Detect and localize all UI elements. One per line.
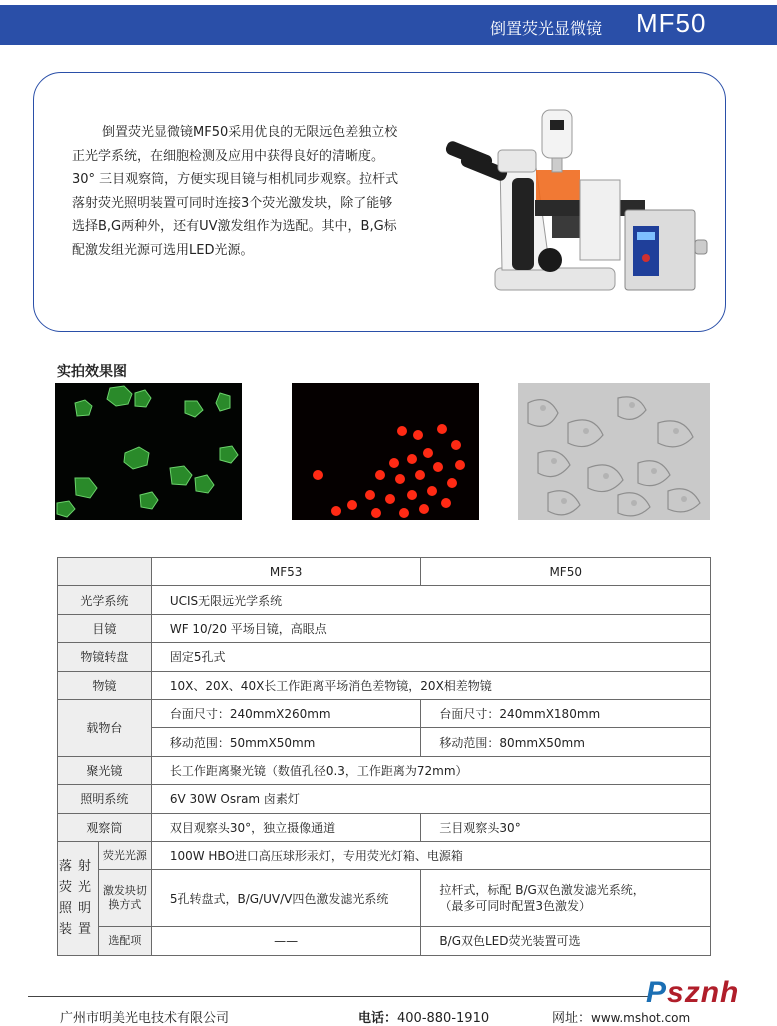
- table-row: [58, 671, 711, 699]
- cell-switch-mf50: [421, 870, 711, 927]
- table-row: [58, 756, 711, 784]
- row-label-epi-group: 落射荧光照明装置: [58, 841, 99, 955]
- header-subtitle: 倒置荧光显微镜: [490, 19, 603, 38]
- cell-stage-size-mf53: 台面尺寸：240mmX260mm: [151, 699, 421, 727]
- cell-objective: 10X、20X、40X长工作距离平场消色差物镜，20X相差物镜: [151, 671, 710, 699]
- table-row: [58, 870, 711, 927]
- row-label-objective: 物镜: [58, 671, 152, 699]
- watermark-p: P: [646, 976, 668, 1009]
- footer-divider: [28, 996, 648, 997]
- row-label-stage: 载物台: [58, 699, 152, 756]
- footer-website-label: 网址：: [552, 1011, 592, 1026]
- col-header-mf53: MF53: [151, 558, 421, 586]
- cell-option-mf50: B/G双色LED荧光装置可选: [421, 927, 711, 955]
- intro-text: 倒置荧光显微镜MF50采用优良的无限远色差独立校正光学系统，在细胞检测及应用中获得良好的清晰度。30° 三目观察筒，方便实现目镜与相机同步观察。拉杆式落射荧光照明装置可同时连接3个荧光激发块，除了能够选择B,G两种外，还有UV激发组作为选配。其中，B,G标配激发组光源可选用LED光源。: [72, 125, 399, 258]
- row-label-eyepiece: 目镜: [58, 614, 152, 642]
- row-label-tube: 观察筒: [58, 813, 152, 841]
- footer-phone: [358, 1007, 489, 1026]
- header-model: MF50: [636, 8, 707, 38]
- cell-optical: UCIS无限远光学系统: [151, 586, 710, 614]
- cell-tube-mf50: 三目观察头30°: [421, 813, 711, 841]
- col-header-mf50: MF50: [421, 558, 711, 586]
- row-label-condenser: 聚光镜: [58, 756, 152, 784]
- table-row: [58, 558, 711, 586]
- cell-stage-range-mf50: 移动范围：80mmX50mm: [421, 728, 711, 756]
- row-label-illumination: 照明系统: [58, 785, 152, 813]
- cell-turret: 固定5孔式: [151, 643, 710, 671]
- cell-tube-mf53: 双目观察头30°，独立摄像通道: [151, 813, 421, 841]
- photo-phase-contrast: [518, 383, 710, 520]
- row-label-switch: 激发块切换方式: [98, 870, 151, 927]
- product-image: [440, 100, 710, 300]
- table-row: [58, 728, 711, 756]
- table-row: [58, 586, 711, 614]
- gallery-title: 实拍效果图: [57, 364, 127, 380]
- table-row: [58, 614, 711, 642]
- cell-stage-size-mf50: 台面尺寸：240mmX180mm: [421, 699, 711, 727]
- photo-green-fluorescence: [55, 383, 242, 520]
- cell-illumination: 6V 30W Osram 卤素灯: [151, 785, 710, 813]
- spec-table: [57, 557, 711, 956]
- cell-condenser: 长工作距离聚光镜（数值孔径0.3，工作距离为72mm）: [151, 756, 710, 784]
- table-row: [58, 643, 711, 671]
- row-label-optical: 光学系统: [58, 586, 152, 614]
- cell-switch-mf50-line1: 拉杆式，标配 B/G双色激发滤光系统，: [439, 883, 645, 898]
- table-row: [58, 927, 711, 955]
- row-label-turret: 物镜转盘: [58, 643, 152, 671]
- row-label-source: 荧光光源: [98, 841, 151, 869]
- table-row: [58, 813, 711, 841]
- header-bar: [0, 5, 777, 45]
- table-row: [58, 699, 711, 727]
- cell-stage-range-mf53: 移动范围：50mmX50mm: [151, 728, 421, 756]
- cell-switch-mf53: 5孔转盘式，B/G/UV/V四色激发滤光系统: [151, 870, 421, 927]
- photo-red-fluorescence: [292, 383, 479, 520]
- watermark-logo: [646, 976, 739, 1010]
- watermark-rest: sznh: [667, 976, 740, 1009]
- footer-phone-label: 电话：: [358, 1011, 398, 1026]
- microscope-illustration: [440, 100, 710, 300]
- footer-phone-number: 400-880-1910: [397, 1011, 490, 1026]
- row-label-option: 选配项: [98, 927, 151, 955]
- cell-option-mf53: ——: [151, 927, 421, 955]
- table-corner: [58, 558, 152, 586]
- cell-eyepiece: WF 10/20 平场目镜，高眼点: [151, 614, 710, 642]
- footer-company: 广州市明美光电技术有限公司: [60, 1011, 230, 1026]
- table-row: [58, 785, 711, 813]
- table-row: [58, 841, 711, 869]
- cell-source: 100W HBO进口高压球形汞灯，专用荧光灯箱、电源箱: [151, 841, 710, 869]
- cell-switch-mf50-line2: （最多可同时配置3色激发）: [439, 899, 592, 914]
- footer-website-url: www.mshot.com: [591, 1011, 691, 1025]
